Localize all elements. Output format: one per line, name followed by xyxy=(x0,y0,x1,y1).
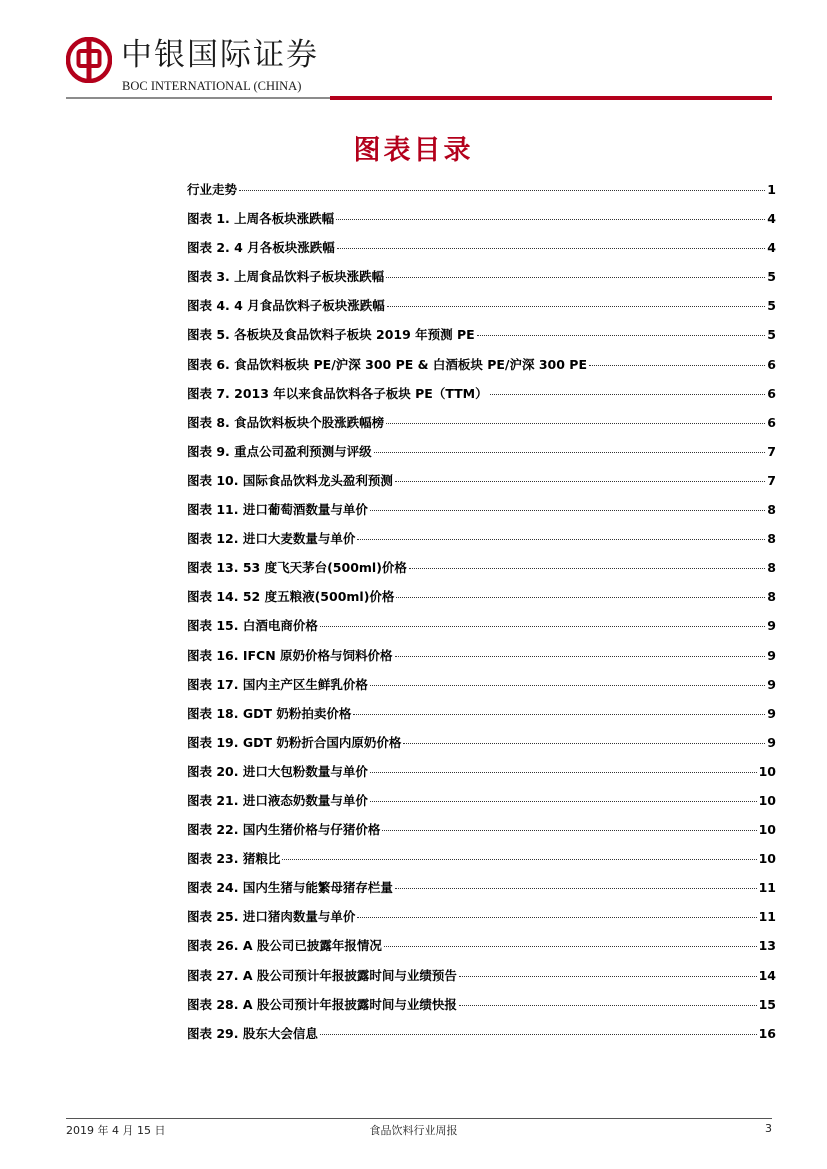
toc-entry-page: 8 xyxy=(767,560,776,576)
toc-entry-page: 9 xyxy=(767,734,776,750)
toc-entry-label: 图表 22. 国内生猪价格与仔猪价格 xyxy=(187,822,381,838)
toc-entry[interactable] xyxy=(187,267,776,296)
toc-entry-page: 11 xyxy=(758,880,776,896)
toc-entry[interactable] xyxy=(187,384,776,413)
toc-dot-leader xyxy=(395,888,757,889)
toc-dot-leader xyxy=(370,510,765,511)
toc-entry-page: 5 xyxy=(767,327,776,343)
toc-dot-leader xyxy=(396,597,765,598)
brand-name-english: BOC INTERNATIONAL (CHINA) xyxy=(122,79,302,93)
toc-entry-label: 图表 15. 白酒电商价格 xyxy=(187,618,318,634)
toc-dot-leader xyxy=(336,219,765,220)
toc-entry-page: 15 xyxy=(758,996,776,1012)
toc-dot-leader xyxy=(353,714,765,715)
toc-entry[interactable] xyxy=(187,500,776,529)
toc-entry-label: 图表 17. 国内主产区生鲜乳价格 xyxy=(187,676,368,692)
toc-dot-leader xyxy=(374,452,766,453)
toc-dot-leader xyxy=(320,1034,757,1035)
toc-dot-leader xyxy=(239,190,765,191)
toc-dot-leader xyxy=(384,946,757,947)
toc-dot-leader xyxy=(370,685,765,686)
toc-entry-label: 图表 6. 食品饮料板块 PE/沪深 300 PE & 白酒板块 PE/沪深 300 PE xyxy=(187,356,587,372)
toc-entry[interactable] xyxy=(187,1024,776,1053)
footer-page-number: 3 xyxy=(765,1122,772,1135)
toc-entry-page: 6 xyxy=(767,414,776,430)
toc-entry-label: 图表 29. 股东大会信息 xyxy=(187,1025,318,1041)
toc-entry[interactable] xyxy=(187,820,776,849)
toc-entry-page: 10 xyxy=(758,792,776,808)
toc-entry[interactable] xyxy=(187,675,776,704)
toc-entry-page: 14 xyxy=(758,967,776,983)
page-header xyxy=(0,0,827,105)
toc-dot-leader xyxy=(459,976,757,977)
toc-entry-page: 4 xyxy=(767,240,776,256)
toc-entry-page: 9 xyxy=(767,618,776,634)
toc-entry[interactable] xyxy=(187,762,776,791)
toc-title: 图表目录 xyxy=(353,135,474,166)
toc-dot-leader xyxy=(370,801,757,802)
toc-entry-label: 图表 18. GDT 奶粉拍卖价格 xyxy=(187,705,352,721)
toc-entry[interactable] xyxy=(187,878,776,907)
toc-entry-label: 图表 13. 53 度飞天茅台(500ml)价格 xyxy=(187,560,407,576)
toc-entry-page: 9 xyxy=(767,676,776,692)
toc-entry-page: 8 xyxy=(767,502,776,518)
toc-entry-page: 7 xyxy=(767,443,776,459)
toc-entry[interactable] xyxy=(187,413,776,442)
toc-entry[interactable] xyxy=(187,646,776,675)
toc-entry-label: 图表 25. 进口猪肉数量与单价 xyxy=(187,909,356,925)
toc-entry-label: 图表 19. GDT 奶粉折合国内原奶价格 xyxy=(187,734,402,750)
toc-entry-page: 10 xyxy=(758,822,776,838)
toc-entry[interactable] xyxy=(187,995,776,1024)
toc-entry[interactable] xyxy=(187,849,776,878)
toc-entry[interactable] xyxy=(187,616,776,645)
toc-entry-label: 图表 23. 猪粮比 xyxy=(187,851,281,867)
toc-entry[interactable] xyxy=(187,907,776,936)
toc-dot-leader xyxy=(409,568,765,569)
toc-dot-leader xyxy=(320,626,765,627)
toc-entry-page: 10 xyxy=(758,851,776,867)
toc-dot-leader xyxy=(490,394,766,395)
toc-entry[interactable] xyxy=(187,733,776,762)
toc-entry-page: 10 xyxy=(758,763,776,779)
toc-dot-leader xyxy=(589,365,765,366)
toc-entry[interactable] xyxy=(187,529,776,558)
toc-entry[interactable] xyxy=(187,209,776,238)
toc-entry-label: 图表 12. 进口大麦数量与单价 xyxy=(187,531,356,547)
toc-entry-label: 图表 9. 重点公司盈利预测与评级 xyxy=(187,443,372,459)
toc-entry-page: 13 xyxy=(758,938,776,954)
toc-entry-label: 图表 27. A 股公司预计年报披露时间与业绩预告 xyxy=(187,967,457,983)
toc-entry-label: 图表 21. 进口液态奶数量与单价 xyxy=(187,792,368,808)
toc-dot-leader xyxy=(357,917,756,918)
toc-dot-leader xyxy=(337,248,766,249)
toc-dot-leader xyxy=(395,481,765,482)
footer-report-name: 食品饮料行业周报 xyxy=(369,1124,458,1137)
toc-dot-leader xyxy=(386,423,765,424)
toc-entry-page: 1 xyxy=(767,182,776,197)
toc-dot-leader xyxy=(459,1005,757,1006)
toc-entry-label: 图表 2. 4 月各板块涨跌幅 xyxy=(187,240,335,256)
toc-entry-page: 9 xyxy=(767,705,776,721)
toc-entry-label: 图表 10. 国际食品饮料龙头盈利预测 xyxy=(187,472,393,488)
toc-entry-label: 图表 16. IFCN 原奶价格与饲料价格 xyxy=(187,647,393,663)
toc-dot-leader xyxy=(395,656,766,657)
toc-entry[interactable] xyxy=(187,704,776,733)
toc-dot-leader xyxy=(370,772,757,773)
toc-entry-page: 16 xyxy=(758,1025,776,1041)
toc-entry-page: 4 xyxy=(767,211,776,227)
toc-entry[interactable] xyxy=(187,587,776,616)
toc-entry[interactable] xyxy=(187,936,776,965)
toc-entry-page: 9 xyxy=(767,647,776,663)
footer-divider xyxy=(66,1118,772,1119)
toc-dot-leader xyxy=(382,830,756,831)
toc-entry-page: 8 xyxy=(767,589,776,605)
toc-entry[interactable] xyxy=(187,558,776,587)
toc-entry[interactable] xyxy=(187,442,776,471)
toc-entry-label: 图表 3. 上周食品饮料子板块涨跌幅 xyxy=(187,269,385,285)
toc-entry-label: 图表 8. 食品饮料板块个股涨跌幅榜 xyxy=(187,414,385,430)
toc-entry-page: 5 xyxy=(767,298,776,314)
toc-entry-page: 5 xyxy=(767,269,776,285)
toc-entry-label: 图表 14. 52 度五粮液(500ml)价格 xyxy=(187,589,395,605)
toc-entry[interactable] xyxy=(187,296,776,325)
toc-entry-page: 6 xyxy=(767,356,776,372)
toc-dot-leader xyxy=(386,277,765,278)
toc-entry-page: 8 xyxy=(767,531,776,547)
toc-entry-label: 图表 26. A 股公司已披露年报情况 xyxy=(187,938,382,954)
toc-entry-label: 图表 7. 2013 年以来食品饮料各子板块 PE（TTM） xyxy=(187,385,488,401)
footer-date: 2019 年 4 月 15 日 xyxy=(66,1124,166,1137)
toc-dot-leader xyxy=(387,306,766,307)
toc-entry[interactable] xyxy=(187,180,776,209)
toc-dot-leader xyxy=(282,859,756,860)
toc-entry-label: 图表 28. A 股公司预计年报披露时间与业绩快报 xyxy=(187,996,457,1012)
toc-entry[interactable] xyxy=(187,325,776,354)
toc-entry-label: 图表 1. 上周各板块涨跌幅 xyxy=(187,211,335,227)
table-of-contents xyxy=(187,180,776,1053)
toc-entry-label: 图表 4. 4 月食品饮料子板块涨跌幅 xyxy=(187,298,385,314)
brand-name-chinese: 中银国际证券 xyxy=(121,37,319,73)
toc-entry-label: 行业走势 xyxy=(187,182,238,197)
toc-entry-page: 11 xyxy=(758,909,776,925)
header-accent-bar xyxy=(330,96,772,100)
toc-dot-leader xyxy=(477,335,766,336)
toc-entry-page: 7 xyxy=(767,472,776,488)
toc-entry[interactable] xyxy=(187,966,776,995)
toc-entry-label: 图表 24. 国内生猪与能繁母猪存栏量 xyxy=(187,880,393,896)
boc-logo-icon xyxy=(66,37,112,83)
toc-entry[interactable] xyxy=(187,238,776,267)
toc-dot-leader xyxy=(357,539,765,540)
toc-entry-page: 6 xyxy=(767,385,776,401)
toc-entry[interactable] xyxy=(187,355,776,384)
toc-entry-label: 图表 11. 进口葡萄酒数量与单价 xyxy=(187,502,368,518)
toc-entry-label: 图表 20. 进口大包粉数量与单价 xyxy=(187,763,368,779)
toc-dot-leader xyxy=(403,743,765,744)
toc-entry[interactable] xyxy=(187,471,776,500)
toc-entry-label: 图表 5. 各板块及食品饮料子板块 2019 年预测 PE xyxy=(187,327,475,343)
toc-entry[interactable] xyxy=(187,791,776,820)
